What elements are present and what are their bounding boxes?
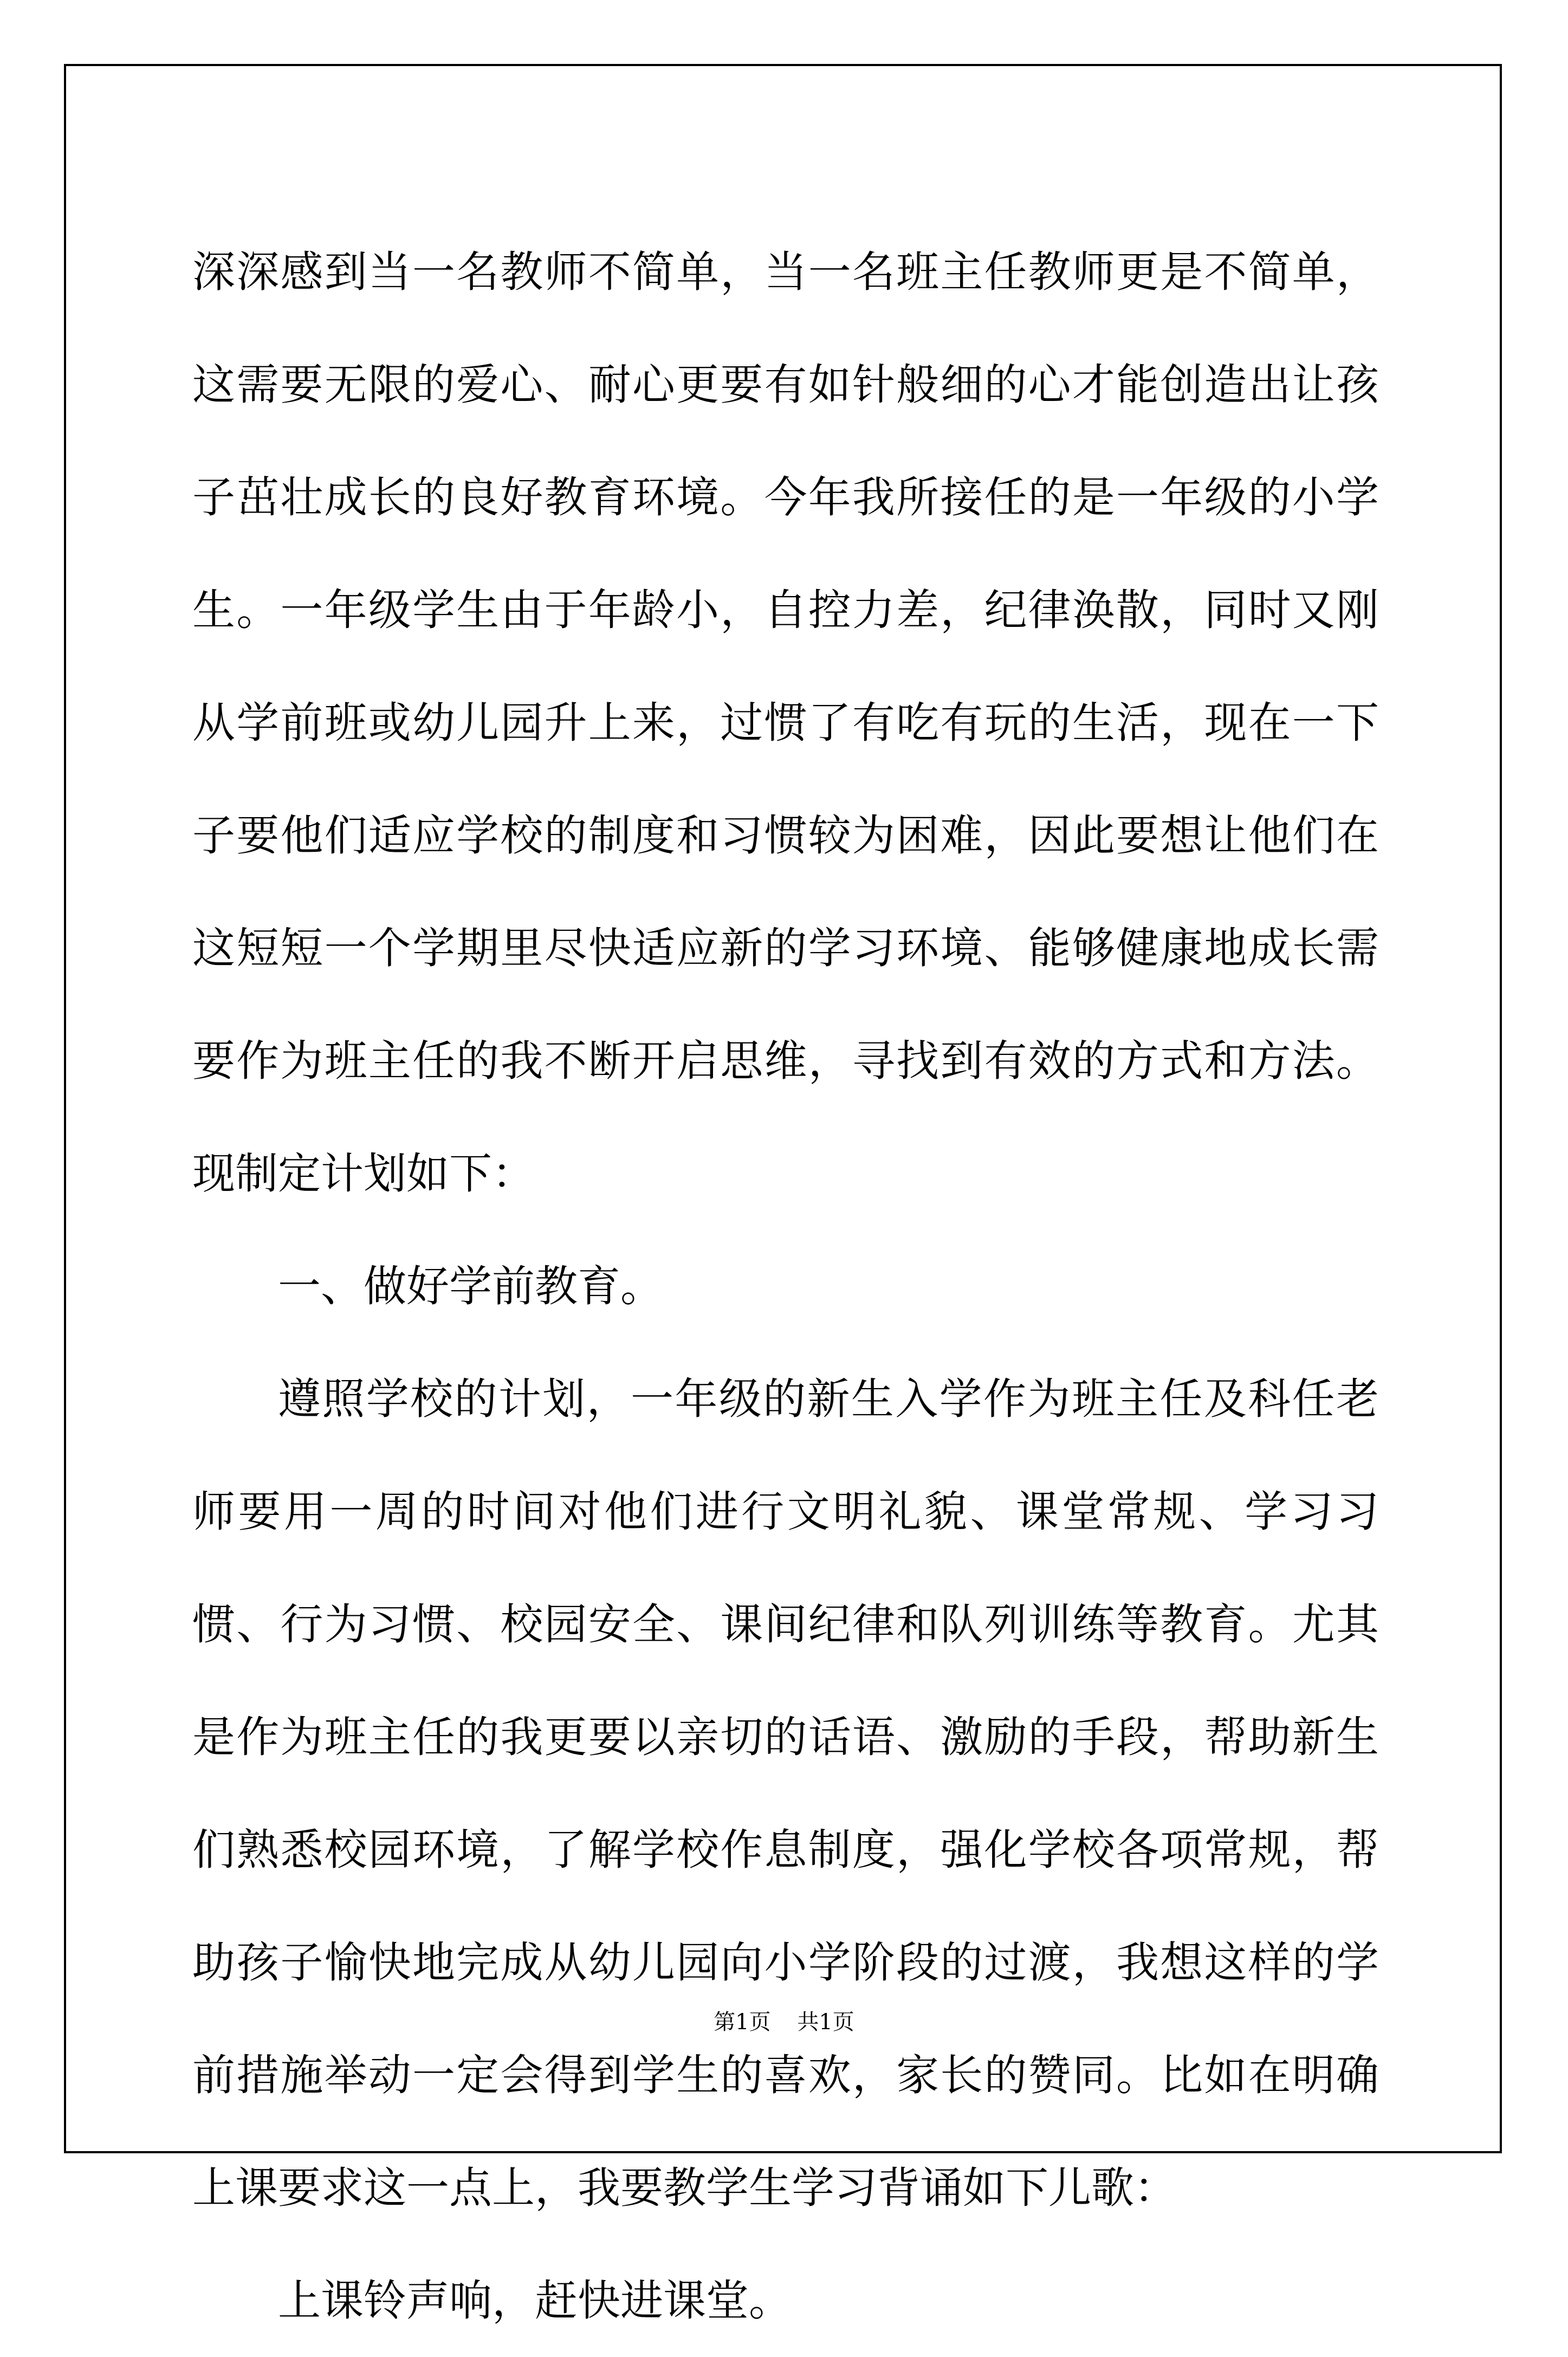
page-total: 共1页 xyxy=(797,2010,854,2035)
page-number: 第1页 xyxy=(714,2010,771,2035)
paragraph: 上课铃声响，赶快进课堂。 xyxy=(278,2276,792,2326)
paragraph: 遵照学校的计划，一年级的新生入学作为班主任及科任老师要用一周的时间对他们进行文明礼貌、课堂常规、学习习惯、行为习惯、校园安全、课间纪律和队列训练等教育。尤其是作为班主任的我更要以亲切的话语、激励的手段，帮助新生们熟悉校园环境，了解学校作息制度，强化学校各项常规，帮助孩子愉快地完成从幼儿园向小学阶段的过渡，我想这样的学前措施举动一定会得到学生的喜欢，家长的赞同。比如在明确上课要求这一点上，我要教学生学习背诵如下儿歌： xyxy=(192,1374,1379,2213)
page-footer xyxy=(0,2005,1568,2036)
section-heading: 一、做好学前教育。 xyxy=(278,1261,663,1311)
paragraph: 深深感到当一名教师不简单，当一名班主任教师更是不简单，这需要无限的爱心、耐心更要有如针般细的心才能创造出让孩子茁壮成长的良好教育环境。今年我所接任的是一年级的小学生。一年级学生由于年龄小，自控力差，纪律涣散，同时又刚从学前班或幼儿园升上来，过惯了有吃有玩的生活，现在一下子要他们适应学校的制度和习惯较为困难，因此要想让他们在这短短一个学期里尽快适应新的学习环境、能够健康地成长需要作为班主任的我不断开启思维，寻找到有效的方式和方法。现制定计划如下： xyxy=(192,247,1379,1199)
document-body xyxy=(192,216,1379,2357)
